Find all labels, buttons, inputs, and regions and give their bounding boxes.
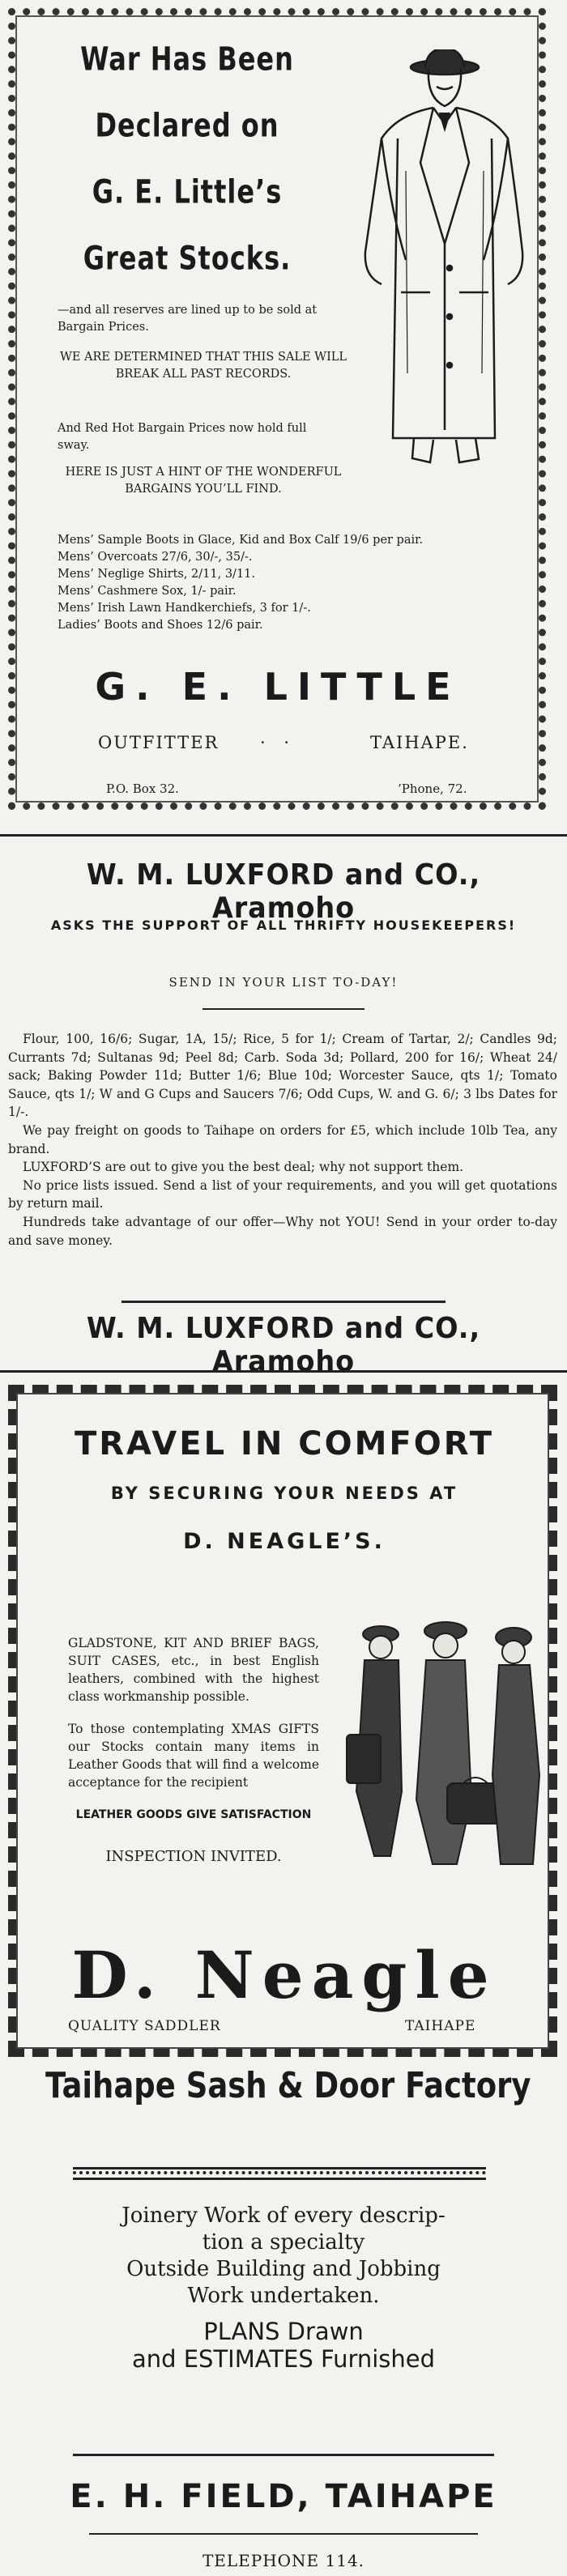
little-headline-line-2: Declared on: [95, 106, 279, 145]
luxford-end-rule: [0, 1370, 567, 1373]
little-phone: ’Phone, 72.: [398, 781, 467, 796]
little-outfitter-label: OUTFITTER: [98, 733, 220, 752]
little-po-box: P.O. Box 32.: [106, 781, 179, 796]
little-inner-frame: [15, 15, 539, 803]
little-item: Mens’ Sample Boots in Glace, Kid and Box Calf 19/6 per pair.: [58, 534, 424, 547]
neagle-name-caps: D. NEAGLE’S.: [183, 1529, 386, 1554]
sash-ornamental-rule: [73, 2167, 486, 2180]
neagle-town: TAIHAPE: [405, 2018, 476, 2034]
sash-divider: [73, 2454, 494, 2456]
little-item-list: [58, 532, 535, 634]
sash-plans-line: and ESTIMATES Furnished: [131, 2345, 436, 2373]
neagle-xmas-text: To those contemplating XMAS GIFTS our Stocks contain many items in Leather Goods that will find a welcome acceptance for the recipient: [68, 1722, 319, 1790]
neagle-gladstone-text: GLADSTONE, KIT AND BRIEF BAGS, SUIT CASES, etc., in best English leathers, combined with the highest class workmanship possible.: [68, 1636, 319, 1704]
luxford-bottom-rule: [122, 1301, 446, 1303]
sash-plans-text: [0, 2318, 567, 2373]
man-in-overcoat-illustration: [349, 49, 535, 470]
little-item: Mens’ Cashmere Sox, 1/- pair.: [58, 585, 237, 598]
little-determined-text: WE ARE DETERMINED THAT THIS SALE WILL BREAK ALL PAST RECORDS.: [59, 351, 347, 381]
travellers-with-luggage-illustration: [342, 1613, 544, 1880]
little-item: Mens’ Irish Lawn Handkerchiefs, 3 for 1/-.: [58, 602, 311, 615]
sash-body-line: Outside Building and Jobbing: [126, 2257, 441, 2281]
sash-factory-title: Taihape Sash & Door Factory: [45, 2065, 531, 2106]
sash-plans-line: PLANS Drawn: [203, 2318, 364, 2345]
sash-body-text: [0, 2203, 567, 2310]
luxford-title: W. M. LUXFORD and CO., Aramoho: [86, 858, 481, 925]
luxford-title-repeat: W. M. LUXFORD and CO., Aramoho: [86, 1312, 481, 1378]
luxford-no-price-lists: No price lists issued. Send a list of your requirements, and you will get quotations by return mail.: [8, 1177, 557, 1211]
little-advertisement: [8, 8, 546, 810]
little-headline-line-3: G. E. Little’s: [92, 172, 283, 211]
sash-proprietor: E. H. FIELD, TAIHAPE: [70, 2478, 497, 2515]
luxford-send-list: SEND IN YOUR LIST TO-DAY!: [168, 975, 399, 990]
little-item: Mens’ Overcoats 27/6, 30/-, 35/-.: [58, 551, 253, 564]
little-hint-text: HERE IS JUST A HINT OF THE WONDERFUL BARGAINS YOU’LL FIND.: [65, 466, 342, 496]
neagle-securing-line: BY SECURING YOUR NEEDS AT: [110, 1484, 458, 1503]
little-item: Ladies’ Boots and Shoes 12/6 pair.: [58, 619, 263, 632]
sash-ornamental-rule-dots: [73, 2171, 486, 2174]
sash-body-line: tion a specialty: [202, 2230, 365, 2255]
luxford-freight: We pay freight on goods to Taihape on orders for £5, which include 10lb Tea, any brand.: [8, 1122, 557, 1156]
neagle-leather-satisfaction: LEATHER GOODS GIVE SATISFACTION: [75, 1808, 312, 1821]
neagle-logo-wordmark: D. Neagle: [71, 1937, 497, 2013]
luxford-body: [8, 1030, 557, 1250]
sash-lower-divider: [89, 2533, 478, 2535]
little-headline-line-1: War Has Been: [80, 40, 294, 79]
little-dot-separator: · ·: [260, 733, 296, 752]
neagle-inspection-invited: INSPECTION INVITED.: [105, 1848, 282, 1865]
luxford-best-deal: LUXFORD’S are out to give you the best deal; why not support them.: [23, 1160, 464, 1175]
neagle-travel-headline: TRAVEL IN COMFORT: [74, 1425, 495, 1463]
neagle-advertisement: [8, 1385, 557, 2057]
sash-body-line: Work undertaken.: [187, 2284, 380, 2308]
little-headline-line-4: Great Stocks.: [83, 239, 292, 278]
luxford-short-rule: [202, 1008, 364, 1010]
little-town: TAIHAPE.: [370, 733, 469, 752]
little-reserves-text: —and all reserves are lined up to be sold at Bargain Prices.: [58, 304, 318, 334]
little-brand-name: G. E. LITTLE: [95, 665, 461, 709]
sash-telephone: TELEPHONE 114.: [202, 2551, 365, 2570]
neagle-inner-frame: [16, 1393, 549, 2049]
neagle-quality-saddler: QUALITY SADDLER: [68, 2018, 221, 2034]
sash-body-line: Joinery Work of every descrip-: [122, 2203, 446, 2228]
little-item: Mens’ Neglige Shirts, 2/11, 3/11.: [58, 568, 256, 581]
little-red-hot-text: And Red Hot Bargain Prices now hold full sway.: [58, 422, 307, 452]
luxford-hundreds: Hundreds take advantage of our offer—Why not YOU! Send in your order to-day and save money.: [8, 1214, 557, 1248]
luxford-top-rule: [0, 834, 567, 837]
luxford-support-line: ASKS THE SUPPORT OF ALL THRIFTY HOUSEKEEPERS!: [50, 918, 517, 933]
luxford-price-list: Flour, 100, 16/6; Sugar, 1A, 15/; Rice, 5 for 1/; Cream of Tartar, 2/; Candles 9d; Currants 7d; Sultanas 9d; Peel 8d; Carb. Soda 3d; Pollard, 200 for 16/; Wheat 24/ sack; Baking Powder 11d; Butter 1/6; Blue 10d; Worcester Sauce, qts 1/; Tomato Sauce, qts 1/; W and G Cups and Saucers 7/6; Odd Cups, W. and G. 6/; 3 lbs Dates for 1/-.: [8, 1032, 557, 1120]
